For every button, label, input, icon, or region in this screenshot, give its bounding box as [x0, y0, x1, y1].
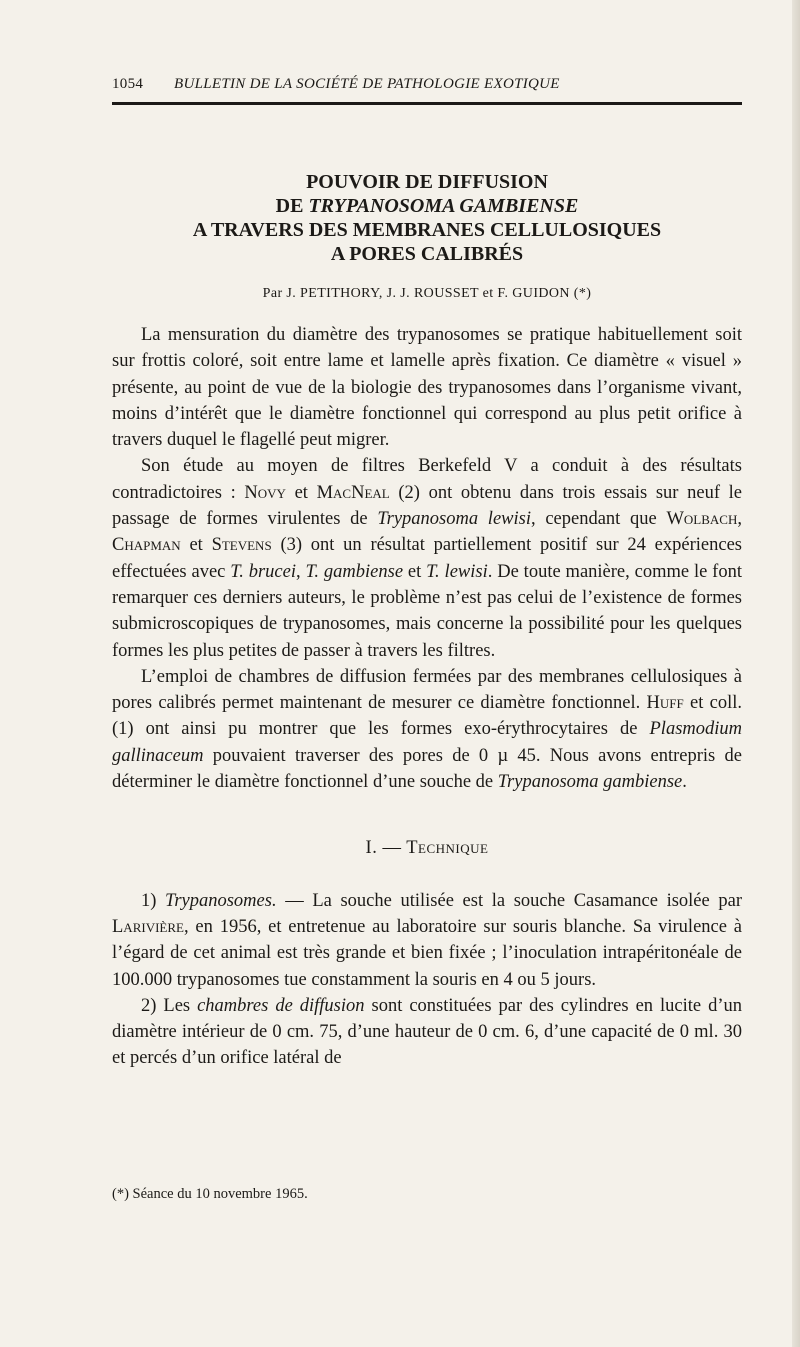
author-ref: Wolbach	[666, 509, 738, 530]
paragraph-1: La mensuration du diamètre des trypanosomes se pratique habituellement soit sur frottis coloré, soit entre lame et lamelle après fixation. Ce diamètre « visuel » présente, au point de vue de la biologie des trypanosomes dans l’organisme vivant, moins d’intérêt que le diamètre fonctionnel qui correspond au plus petit orifice à travers duquel le flagellé peut migrer.	[112, 325, 742, 451]
species-name: Trypanosoma gambiense	[497, 772, 683, 793]
title-line-4: A PORES CALIBRÉS	[330, 243, 524, 265]
species-name: T. lewisi	[426, 561, 488, 582]
article-title	[112, 170, 742, 266]
species-name: Plasmodium gallinaceum	[112, 719, 742, 766]
page-number: 1054	[112, 76, 144, 92]
paragraph-3: L’emploi de chambres de diffusion fermées par des membranes cellulosiques à pores calibrés permet maintenant de mesurer ce diamètre fonctionnel. Huff et coll. (1) ont ainsi pu montrer que les formes exo-érythrocytaires de Plasmodium gallinaceum pouvaient traverser des pores de 0 µ 45. Nous avons entrepris de déterminer le diamètre fonctionnel d’une souche de Trypanosoma gambiense.	[112, 666, 742, 793]
subsection-label: chambres de diffusion	[197, 995, 365, 1016]
title-species: TRYPANOSOMA GAMBIENSE	[308, 195, 579, 217]
article-body	[112, 322, 742, 1072]
paragraph-2: Son étude au moyen de filtres Berkefeld V a conduit à des résultats contradictoires : Novy et MacNeal (2) ont obtenu dans trois essais sur neuf le passage de formes virulentes de Trypanosoma lewisi, cependant que Wolbach, Chapman et Stevens (3) ont un résultat partiellement positif sur 24 expériences effectuées avec T. brucei, T. gambiense et T. lewisi. De toute manière, comme le font remarquer ces derniers auteurs, le problème n’est pas celui de l’existence de formes submicroscopiques de trypanosomes, mais concerne la possibilité pour les quelques formes les plus petites de passer à travers les filtres.	[112, 456, 742, 661]
title-line-2: DE TRYPANOSOMA GAMBIENSE	[275, 195, 579, 217]
title-line-1: POUVOIR DE DIFFUSION	[306, 171, 548, 193]
title-line-3: A TRAVERS DES MEMBRANES CELLULOSIQUES	[192, 219, 662, 241]
author-ref: Novy	[244, 482, 286, 503]
header-rule	[112, 102, 742, 105]
species-name: T. gambiense	[305, 561, 404, 582]
paragraph-5: 2) Les chambres de diffusion sont constituées par des cylindres en lucite d’un diamètre intérieur de 0 cm. 75, d’une hauteur de 0 cm. 6, d’une capacité de 0 ml. 30 et percés d’un orifice latéral de	[112, 995, 742, 1069]
subsection-label: Trypanosomes.	[165, 890, 277, 911]
author-ref: MacNeal	[316, 482, 390, 503]
author-ref: Huff	[646, 693, 684, 714]
author-ref: Stevens	[211, 535, 272, 556]
paragraph-4: 1) Trypanosomes. — La souche utilisée est la souche Casamance isolée par Larivière, en 1956, et entretenue au laboratoire sur souris blanche. Sa virulence à l’égard de cet animal est très grande et bien fixée ; l’inoculation intrapéritonéale de 100.000 trypanosomes tue constamment la souris en 4 ou 5 jours.	[112, 890, 742, 990]
footnote: (*) Séance du 10 novembre 1965.	[112, 1186, 308, 1202]
section-heading: I. — Technique	[365, 838, 489, 859]
species-name: Trypanosoma lewisi	[377, 509, 531, 530]
page-edge	[792, 0, 800, 1347]
species-name: T. brucei	[230, 561, 296, 582]
author-line: Par J. PETITHORY, J. J. ROUSSET et F. GUIDON (*)	[262, 286, 592, 301]
author-ref: Larivière	[112, 916, 184, 937]
journal-title: BULLETIN DE LA SOCIÉTÉ DE PATHOLOGIE EXOTIQUE	[174, 76, 560, 92]
author-ref: Chapman	[112, 535, 181, 556]
